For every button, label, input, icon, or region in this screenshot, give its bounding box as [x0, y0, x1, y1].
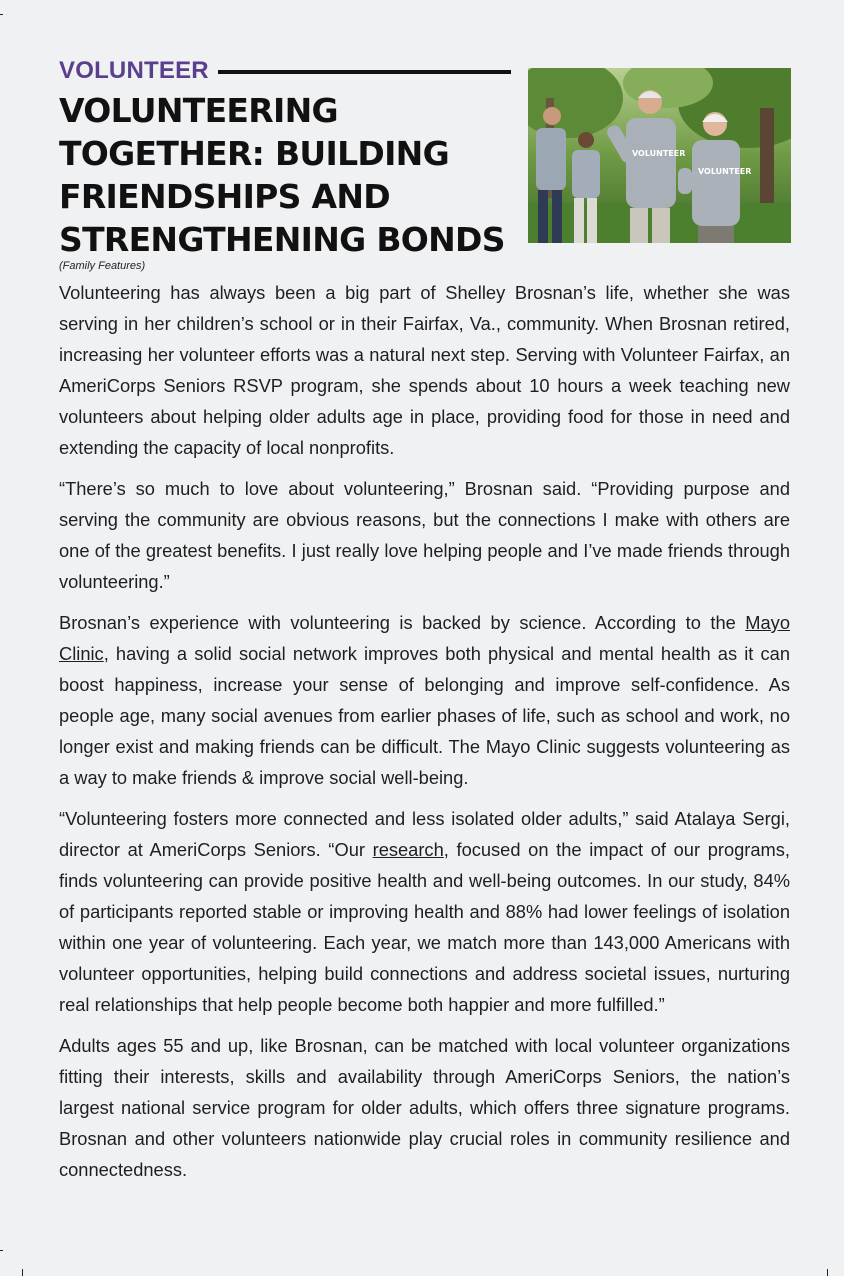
article-body [59, 277, 790, 1195]
article-headline: VOLUNTEERING TOGETHER: BUILDING FRIENDSHIPS AND STRENGTHENING BONDS [59, 91, 505, 259]
paragraph-4-text-b: , focused on the impact of our programs, finds volunteering can provide positive health and well-being outcomes. In our study, 84% of participants reported stable or improving health and 88% had lower feelings of isolation within one year of volunteering. Each year, we match more than 143,000 Americans with volunteer opportunities, helping build connections and address societal issues, nurturing real relationships that help people become both happier and more fulfilled.” [59, 839, 790, 1015]
paragraph-4 [59, 803, 790, 1020]
volunteers-photo-illustration [528, 68, 791, 243]
crop-mark-bottom-left [0, 1250, 3, 1251]
shirt-text-woman: VOLUNTEER [698, 167, 752, 176]
section-kicker: VOLUNTEER [59, 57, 209, 84]
research-link[interactable]: research [372, 839, 444, 860]
crop-mark-bottom-left-vertical [22, 1269, 23, 1276]
paragraph-4-text-a: “Volunteering fosters more connected and less isolated older adults,” said Atalaya Sergi, director at AmeriCorps Seniors. “Our [59, 808, 790, 860]
paragraph-3 [59, 607, 790, 793]
crop-mark-top-left [0, 14, 3, 15]
shirt-text-man: VOLUNTEER [632, 149, 686, 158]
kicker-rule [218, 70, 511, 74]
paragraph-3-text-a: Brosnan’s experience with volunteering is backed by science. According to the [59, 612, 746, 633]
article-photo [528, 68, 791, 243]
crop-mark-bottom-right-vertical [827, 1269, 828, 1276]
mayo-clinic-link[interactable]: Mayo Clinic [59, 612, 790, 664]
paragraph-5: Adults ages 55 and up, like Brosnan, can be matched with local volunteer organizations fitting their interests, skills and availability through AmeriCorps Seniors, the nation’s largest national service program for older adults, which offers three signature programs. Brosnan and other volunteers nationwide play crucial roles in community resilience and connectedness. [59, 1035, 790, 1180]
photo-credit: (Family Features) [59, 260, 146, 272]
paragraph-2: “There’s so much to love about volunteering,” Brosnan said. “Providing purpose and serving the community are obvious reasons, but the connections I make with others are one of the greatest benefits. I just really love helping people and I’ve made friends through volunteering.” [59, 478, 790, 592]
section-kicker-row [59, 56, 511, 86]
paragraph-3-text-b: , having a solid social network improves both physical and mental health as it can boost happiness, increase your sense of belonging and improve self-confidence. As people age, many social avenues from earlier phases of life, such as school and work, no longer exist and making friends can be difficult. The Mayo Clinic suggests volunteering as a way to make friends & improve social well-being. [59, 643, 790, 788]
paragraph-1: Volunteering has always been a big part of Shelley Brosnan’s life, whether she was serving in her children’s school or in their Fairfax, Va., community. When Brosnan retired, increasing her volunteer efforts was a natural next step. Serving with Volunteer Fairfax, an AmeriCorps Seniors RSVP program, she spends about 10 hours a week teaching new volunteers about helping older adults age in place, providing food for those in need and extending the capacity of local nonprofits. [59, 282, 790, 458]
